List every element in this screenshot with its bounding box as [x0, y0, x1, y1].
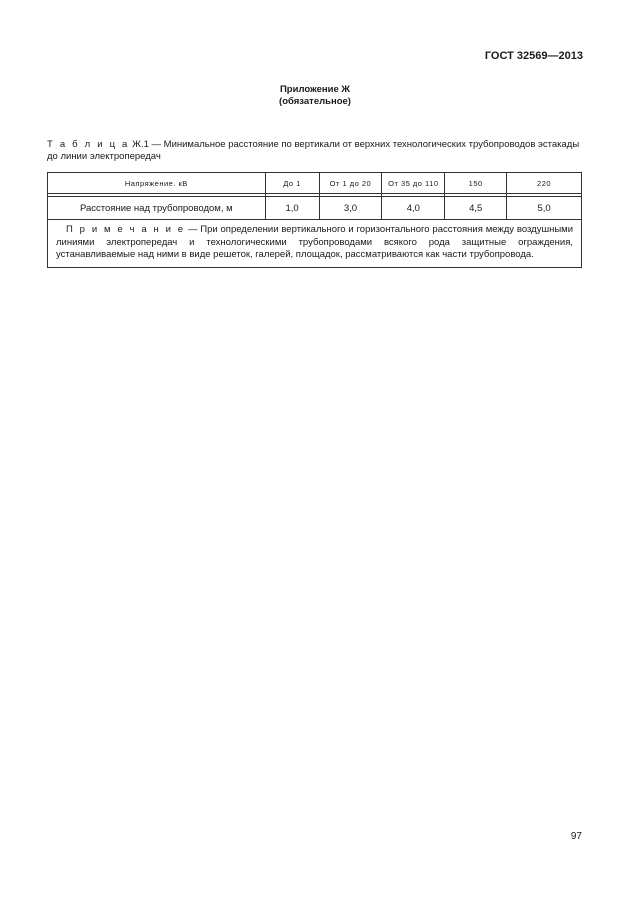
header-cell: 220: [507, 173, 582, 194]
table-label: Т а б л и ц а: [47, 139, 130, 150]
note-label: П р и м е ч а н и е: [66, 224, 186, 235]
note-text: — При определении вертикального и горизонтального расстояния между воздушными линиями электропередач и технологическими трубопроводами всякого рода защитные ограждения, устанавливаемые над ними в виде решеток, галерей, площадок, рассматриваются как части трубопровода.: [56, 224, 574, 260]
note-row: [48, 220, 582, 268]
header-cell: От 35 до 110: [382, 173, 445, 194]
table-header-row: [48, 173, 582, 194]
value-cell: 4,0: [382, 197, 445, 220]
header-cell: 150: [445, 173, 507, 194]
table-row: [48, 197, 582, 220]
value-cell: 4,5: [445, 197, 507, 220]
appendix-title: Приложение Ж: [279, 84, 351, 95]
header-cell: До 1: [265, 173, 319, 194]
clearance-table: [47, 172, 582, 268]
header-cell: От 1 до 20: [319, 173, 382, 194]
value-cell: 1,0: [265, 197, 319, 220]
appendix-heading: [0, 84, 630, 108]
table-note: [48, 220, 582, 268]
standard-code: ГОСТ 32569—2013: [484, 50, 583, 62]
page-number: 97: [570, 831, 582, 842]
header-cell: Напряжение. кВ: [48, 173, 266, 194]
value-cell: 3,0: [319, 197, 382, 220]
row-label: Расстояние над трубопроводом, м: [48, 197, 266, 220]
value-cell: 5,0: [507, 197, 582, 220]
table-caption-text: Ж.1 — Минимальное расстояние по вертикали от верхних технологических трубопроводов эстакады до линии электропередач: [47, 139, 580, 162]
table-caption: [47, 139, 582, 163]
appendix-subtitle: (обязательное): [279, 96, 351, 107]
